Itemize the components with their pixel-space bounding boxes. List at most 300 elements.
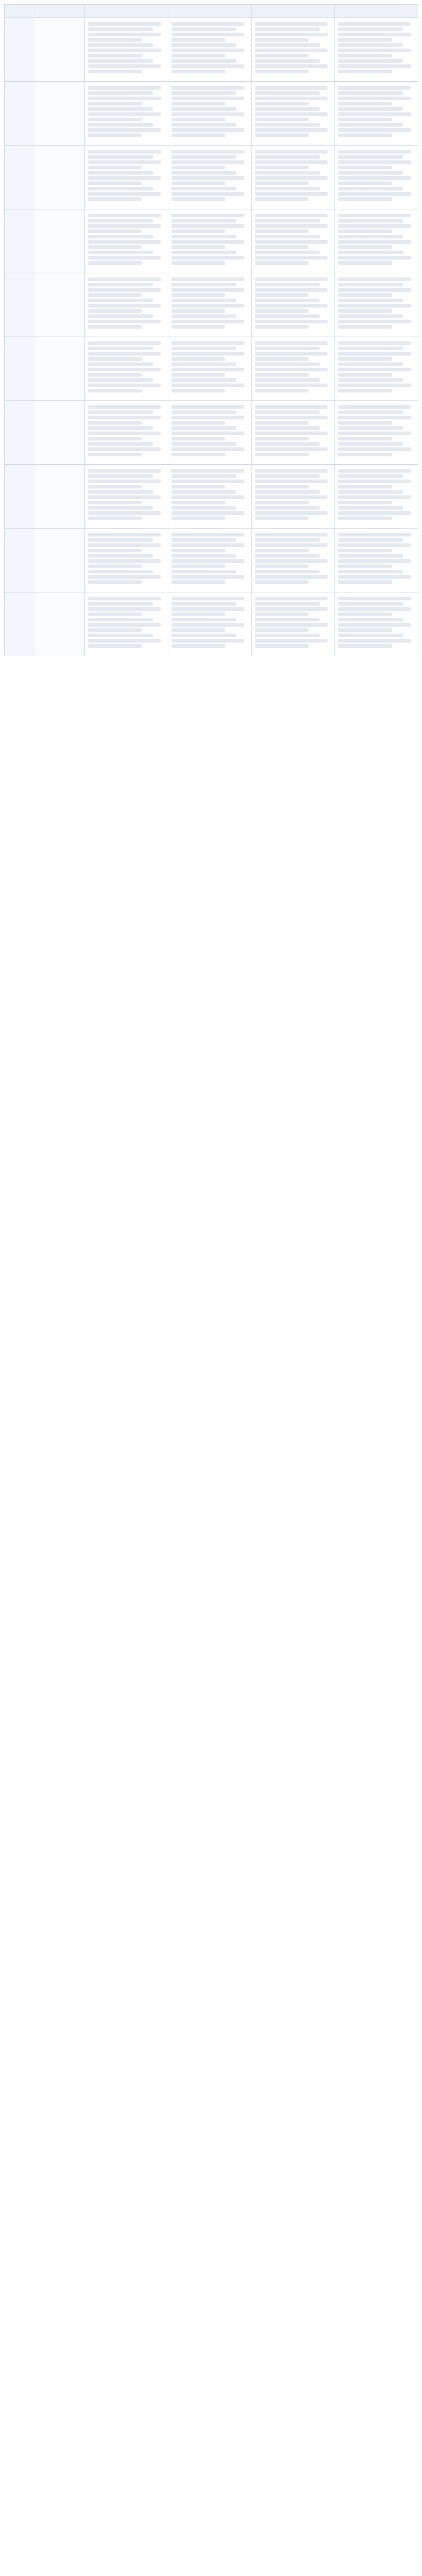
placeholder-line (255, 288, 328, 292)
placeholder-line (255, 171, 320, 175)
placeholder-line (255, 564, 309, 568)
placeholder-line (338, 91, 403, 95)
placeholder-line (171, 623, 244, 627)
placeholder-line (171, 54, 225, 58)
placeholder-line (338, 304, 411, 308)
placeholder-line (338, 235, 403, 238)
placeholder-line (171, 612, 225, 616)
placeholder-line (88, 341, 161, 345)
placeholder-line (338, 118, 392, 121)
placeholder-line (171, 341, 244, 345)
placeholder-line (338, 288, 411, 292)
placeholder-line (338, 352, 411, 356)
placeholder-line (338, 549, 392, 552)
placeholder-line (255, 49, 328, 52)
placeholder-line (255, 416, 328, 419)
placeholder-line (255, 607, 328, 611)
placeholder-line (338, 22, 411, 26)
cell-text (335, 18, 417, 77)
placeholder-line (88, 410, 153, 414)
placeholder-line (171, 288, 244, 292)
placeholder-line (88, 447, 161, 451)
placeholder-line (171, 229, 225, 233)
row-skill (34, 209, 85, 273)
placeholder-line (338, 49, 411, 52)
placeholder-line (338, 490, 403, 494)
placeholder-line (338, 150, 411, 154)
row-cell (252, 401, 335, 465)
placeholder-line (255, 384, 328, 387)
cell-text (335, 82, 417, 141)
row-category (5, 529, 34, 592)
cell-text (169, 338, 251, 396)
row-category (5, 273, 34, 337)
placeholder-line (338, 511, 411, 515)
placeholder-line (171, 384, 244, 387)
placeholder-line (338, 325, 392, 329)
row-cell (85, 209, 168, 273)
placeholder-line (255, 378, 320, 382)
placeholder-line (88, 362, 153, 366)
placeholder-line (171, 283, 236, 286)
placeholder-line (255, 181, 309, 185)
placeholder-line (88, 644, 142, 648)
placeholder-line (171, 347, 236, 350)
row-category (5, 401, 34, 465)
row-cell (335, 529, 418, 592)
placeholder-line (88, 453, 142, 456)
placeholder-line (171, 197, 225, 201)
placeholder-line (88, 70, 142, 73)
placeholder-line (338, 447, 411, 451)
placeholder-line (88, 229, 142, 233)
row-cell (85, 273, 168, 337)
placeholder-line (88, 416, 161, 419)
placeholder-line (171, 261, 225, 265)
placeholder-line (88, 533, 161, 537)
cell-text (85, 401, 167, 460)
placeholder-line (88, 570, 153, 573)
placeholder-line (255, 38, 309, 42)
placeholder-line (171, 176, 244, 180)
placeholder-line (88, 27, 153, 31)
row-cell (335, 465, 418, 529)
placeholder-line (338, 554, 403, 558)
placeholder-line (171, 549, 225, 552)
placeholder-line (338, 59, 403, 63)
placeholder-line (255, 352, 328, 356)
placeholder-line (255, 128, 328, 132)
placeholder-line (338, 602, 403, 606)
placeholder-line (171, 538, 236, 542)
placeholder-line (171, 362, 236, 366)
placeholder-line (171, 480, 244, 483)
placeholder-line (255, 235, 320, 238)
placeholder-line (255, 644, 309, 648)
placeholder-line (255, 511, 328, 515)
cell-text (252, 18, 334, 77)
placeholder-line (255, 543, 328, 547)
placeholder-line (255, 495, 328, 499)
row-skill (34, 337, 85, 401)
placeholder-line (88, 480, 161, 483)
placeholder-line (255, 347, 320, 350)
placeholder-line (338, 224, 411, 228)
table-row (5, 146, 418, 209)
row-cell (85, 529, 168, 592)
placeholder-line (171, 70, 225, 73)
placeholder-line (255, 602, 320, 606)
placeholder-line (255, 410, 320, 414)
placeholder-line (171, 453, 225, 456)
placeholder-line (171, 432, 244, 435)
header-category (5, 5, 34, 18)
cell-text (252, 146, 334, 205)
table-row (5, 401, 418, 465)
placeholder-line (255, 628, 309, 632)
row-category (5, 82, 34, 146)
placeholder-line (171, 533, 244, 537)
placeholder-line (338, 299, 403, 302)
placeholder-line (88, 171, 153, 175)
placeholder-line (338, 166, 392, 169)
placeholder-line (88, 607, 161, 611)
placeholder-line (88, 22, 161, 26)
placeholder-line (255, 160, 328, 164)
placeholder-line (338, 86, 411, 90)
placeholder-line (88, 150, 161, 154)
placeholder-line (171, 469, 244, 473)
row-category (5, 337, 34, 401)
row-cell (168, 529, 252, 592)
table-row (5, 465, 418, 529)
placeholder-line (171, 421, 225, 425)
placeholder-line (88, 166, 142, 169)
placeholder-line (88, 43, 153, 47)
placeholder-line (255, 277, 328, 281)
placeholder-line (88, 54, 142, 58)
placeholder-line (338, 309, 392, 313)
placeholder-line (255, 70, 309, 73)
placeholder-line (255, 485, 309, 489)
placeholder-line (171, 570, 236, 573)
placeholder-line (338, 485, 392, 489)
placeholder-line (171, 277, 244, 281)
placeholder-line (88, 277, 161, 281)
placeholder-line (88, 33, 161, 36)
row-skill (34, 529, 85, 592)
placeholder-line (255, 43, 320, 47)
header-col-4 (335, 5, 418, 18)
placeholder-line (255, 166, 309, 169)
placeholder-line (255, 490, 320, 494)
placeholder-line (88, 288, 161, 292)
placeholder-line (338, 27, 403, 31)
placeholder-line (171, 123, 236, 127)
row-cell (85, 82, 168, 146)
placeholder-line (171, 511, 244, 515)
placeholder-line (171, 474, 236, 478)
placeholder-line (338, 575, 411, 579)
placeholder-line (171, 299, 236, 302)
placeholder-line (88, 634, 153, 637)
row-category (5, 592, 34, 656)
cell-text (169, 274, 251, 332)
placeholder-line (338, 612, 392, 616)
placeholder-line (338, 373, 392, 377)
placeholder-line (88, 538, 153, 542)
placeholder-line (88, 245, 142, 249)
placeholder-line (255, 299, 320, 302)
placeholder-line (255, 623, 328, 627)
row-cell (252, 146, 335, 209)
placeholder-line (171, 224, 244, 228)
placeholder-line (88, 299, 153, 302)
placeholder-line (338, 261, 392, 265)
placeholder-line (171, 368, 244, 371)
row-cell (85, 337, 168, 401)
placeholder-line (171, 293, 225, 297)
row-cell (335, 337, 418, 401)
placeholder-line (88, 490, 153, 494)
placeholder-line (255, 320, 328, 323)
placeholder-line (171, 304, 244, 308)
placeholder-line (171, 38, 225, 42)
placeholder-line (88, 597, 161, 600)
placeholder-line (338, 474, 403, 478)
placeholder-line (255, 54, 309, 58)
placeholder-line (171, 128, 244, 132)
cell-text (252, 529, 334, 588)
placeholder-line (255, 389, 309, 392)
placeholder-line (171, 325, 225, 329)
placeholder-line (255, 309, 309, 313)
cell-text (85, 593, 167, 652)
row-cell (168, 592, 252, 656)
row-skill (34, 146, 85, 209)
placeholder-line (338, 341, 411, 345)
placeholder-line (338, 245, 392, 249)
placeholder-line (88, 474, 153, 478)
placeholder-line (171, 181, 225, 185)
placeholder-line (338, 543, 411, 547)
placeholder-line (171, 495, 244, 499)
placeholder-line (255, 570, 320, 573)
skill-table (4, 4, 418, 656)
placeholder-line (88, 623, 161, 627)
header-col-1 (85, 5, 168, 18)
placeholder-line (255, 64, 328, 68)
placeholder-line (338, 362, 403, 366)
placeholder-line (255, 22, 328, 26)
placeholder-line (255, 421, 309, 425)
placeholder-line (171, 501, 225, 504)
cell-text (169, 593, 251, 652)
cell-text (252, 465, 334, 524)
row-cell (168, 273, 252, 337)
cell-text (85, 146, 167, 205)
placeholder-line (255, 33, 328, 36)
placeholder-line (255, 59, 320, 63)
placeholder-line (338, 197, 392, 201)
placeholder-line (255, 304, 328, 308)
placeholder-line (88, 102, 142, 106)
placeholder-line (255, 197, 309, 201)
placeholder-line (88, 612, 142, 616)
placeholder-line (255, 112, 328, 116)
placeholder-line (338, 416, 411, 419)
placeholder-line (338, 607, 411, 611)
placeholder-line (88, 256, 161, 260)
placeholder-line (255, 506, 320, 510)
placeholder-line (338, 357, 392, 361)
placeholder-line (171, 373, 225, 377)
placeholder-line (255, 554, 320, 558)
placeholder-line (338, 347, 403, 350)
placeholder-line (338, 133, 392, 137)
placeholder-line (171, 554, 236, 558)
placeholder-line (338, 128, 411, 132)
placeholder-line (338, 437, 392, 440)
placeholder-line (255, 219, 320, 223)
placeholder-line (255, 516, 309, 520)
row-cell (335, 273, 418, 337)
placeholder-line (88, 554, 153, 558)
row-cell (168, 209, 252, 273)
placeholder-line (255, 405, 328, 409)
placeholder-line (88, 357, 142, 361)
placeholder-line (255, 357, 309, 361)
placeholder-line (171, 107, 236, 111)
placeholder-line (255, 91, 320, 95)
placeholder-line (88, 442, 153, 446)
placeholder-line (88, 368, 161, 371)
placeholder-line (171, 219, 236, 223)
placeholder-line (88, 469, 161, 473)
placeholder-line (88, 432, 161, 435)
placeholder-line (171, 628, 225, 632)
cell-text (335, 210, 417, 269)
placeholder-line (338, 102, 392, 106)
placeholder-line (88, 128, 161, 132)
placeholder-line (338, 559, 411, 563)
placeholder-line (88, 389, 142, 392)
placeholder-line (88, 352, 161, 356)
placeholder-line (255, 102, 309, 106)
placeholder-line (338, 70, 392, 73)
row-skill (34, 273, 85, 337)
placeholder-line (255, 192, 328, 196)
placeholder-line (255, 612, 309, 616)
placeholder-line (88, 485, 142, 489)
placeholder-line (255, 618, 320, 621)
placeholder-line (88, 219, 153, 223)
placeholder-line (338, 251, 403, 254)
placeholder-line (255, 639, 328, 643)
row-cell (335, 18, 418, 82)
placeholder-line (255, 245, 309, 249)
placeholder-line (255, 261, 309, 265)
placeholder-line (338, 229, 392, 233)
placeholder-line (255, 453, 309, 456)
placeholder-line (255, 597, 328, 600)
placeholder-line (88, 283, 153, 286)
row-cell (335, 146, 418, 209)
placeholder-line (88, 325, 142, 329)
placeholder-line (338, 181, 392, 185)
placeholder-line (255, 538, 320, 542)
placeholder-line (171, 102, 225, 106)
placeholder-line (171, 22, 244, 26)
placeholder-line (338, 378, 403, 382)
placeholder-line (338, 644, 392, 648)
placeholder-line (338, 43, 403, 47)
row-cell (335, 209, 418, 273)
cell-text (85, 529, 167, 588)
placeholder-line (255, 150, 328, 154)
placeholder-line (171, 192, 244, 196)
placeholder-line (88, 575, 161, 579)
placeholder-line (88, 49, 161, 52)
placeholder-line (171, 389, 225, 392)
placeholder-line (338, 469, 411, 473)
cell-text (169, 465, 251, 524)
placeholder-line (88, 543, 161, 547)
placeholder-line (338, 516, 392, 520)
placeholder-line (255, 533, 328, 537)
row-cell (168, 401, 252, 465)
placeholder-line (255, 176, 328, 180)
row-category (5, 209, 34, 273)
placeholder-line (88, 160, 161, 164)
placeholder-line (171, 49, 244, 52)
placeholder-line (171, 543, 244, 547)
table-row (5, 18, 418, 82)
cell-text (252, 82, 334, 141)
cell-text (335, 465, 417, 524)
placeholder-line (255, 314, 320, 318)
placeholder-line (171, 426, 236, 430)
placeholder-line (88, 501, 142, 504)
placeholder-line (255, 251, 320, 254)
placeholder-line (338, 421, 392, 425)
placeholder-line (338, 112, 411, 116)
placeholder-line (171, 235, 236, 238)
cell-text (252, 401, 334, 460)
placeholder-line (338, 277, 411, 281)
cell-text (252, 210, 334, 269)
placeholder-line (338, 293, 392, 297)
table-row (5, 209, 418, 273)
cell-text (169, 210, 251, 269)
placeholder-line (338, 410, 403, 414)
row-cell (168, 18, 252, 82)
placeholder-line (88, 38, 142, 42)
placeholder-line (338, 426, 403, 430)
cell-text (252, 274, 334, 332)
placeholder-line (88, 86, 161, 90)
placeholder-line (338, 192, 411, 196)
placeholder-line (88, 559, 161, 563)
placeholder-line (171, 357, 225, 361)
placeholder-line (88, 426, 153, 430)
placeholder-line (255, 362, 320, 366)
placeholder-line (255, 447, 328, 451)
placeholder-line (171, 580, 225, 584)
placeholder-line (88, 421, 142, 425)
placeholder-line (171, 639, 244, 643)
placeholder-line (171, 309, 225, 313)
